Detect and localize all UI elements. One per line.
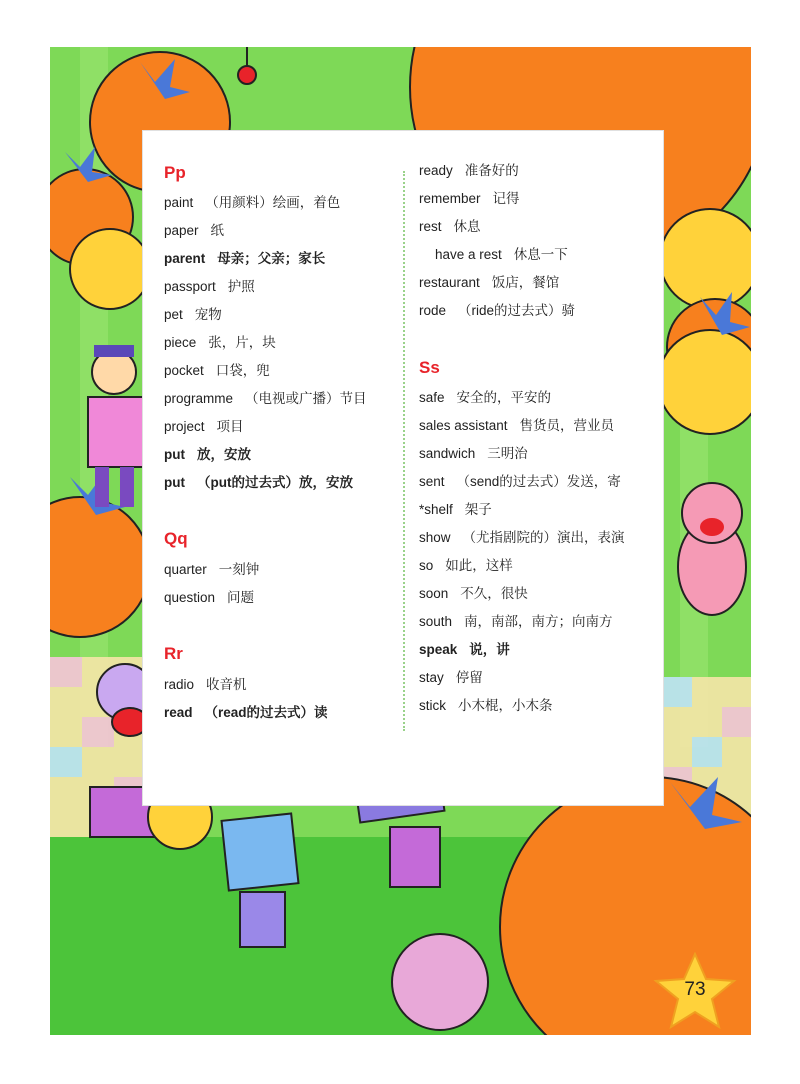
entry-word: parent	[164, 251, 206, 266]
vocab-entry	[419, 445, 528, 463]
entry-meaning: 说，讲	[469, 642, 510, 657]
letter-heading-ss: Ss	[419, 358, 440, 377]
vocab-entry	[419, 669, 483, 687]
entry-word: sales assistant	[419, 418, 508, 433]
vocab-entry	[419, 697, 553, 715]
entry-meaning: 母亲；父亲；家长	[217, 251, 326, 266]
letter-heading-pp: Pp	[164, 163, 186, 182]
entry-word: put	[164, 475, 185, 490]
vocab-entry	[164, 561, 259, 579]
vocabulary-card	[142, 130, 664, 806]
entry-meaning: （用颜料）绘画，着色	[205, 195, 341, 210]
entry-word: stay	[419, 670, 444, 685]
entry-meaning: 安全的，平安的	[456, 390, 552, 405]
entry-meaning: （尤指剧院的）演出，表演	[462, 530, 625, 545]
vocab-entry	[419, 557, 513, 575]
vocab-entry	[419, 501, 492, 519]
entry-meaning: 售货员，营业员	[519, 418, 615, 433]
vocab-entry	[419, 302, 575, 320]
vocab-entry	[164, 676, 247, 694]
entry-meaning: 宠物	[194, 307, 222, 322]
letter-heading-rr: Rr	[164, 644, 183, 663]
entry-word: question	[164, 590, 216, 605]
page-number-star	[653, 952, 737, 1030]
vocab-entry	[419, 162, 519, 180]
vocab-entry	[419, 585, 528, 603]
vocab-entry	[164, 194, 340, 212]
vocab-entry	[164, 589, 254, 607]
entry-word: sent	[419, 474, 445, 489]
entry-word: stick	[419, 698, 446, 713]
vocab-entry	[164, 306, 222, 324]
vocab-entry	[419, 641, 510, 659]
entry-word: quarter	[164, 562, 207, 577]
entry-meaning: 小木棍，小木条	[458, 698, 553, 713]
entry-word: rode	[419, 303, 447, 318]
entry-word: paint	[164, 195, 194, 210]
vocab-entry	[164, 474, 353, 492]
entry-meaning: 休息一下	[513, 247, 568, 262]
vocab-entry	[419, 473, 621, 491]
entry-meaning: 如此，这样	[445, 558, 513, 573]
entry-word: so	[419, 558, 434, 573]
entry-meaning: 纸	[210, 223, 225, 238]
entry-word: pet	[164, 307, 183, 322]
vocab-entry	[419, 417, 614, 435]
entry-word: rest	[419, 219, 442, 234]
vocab-entry	[419, 218, 481, 236]
entry-word: read	[164, 705, 193, 720]
entry-meaning: 放，安放	[197, 447, 251, 462]
page-number: 73	[684, 979, 706, 1000]
entry-word: sandwich	[419, 446, 476, 461]
entry-meaning: 休息	[453, 219, 481, 234]
vocab-entry	[419, 274, 559, 292]
entry-meaning: （send的过去式）发送，寄	[456, 474, 621, 489]
entry-word: passport	[164, 279, 216, 294]
entry-meaning: 南，南部，南方；向南方	[464, 614, 613, 629]
entry-word: paper	[164, 223, 199, 238]
entry-meaning: 一刻钟	[218, 562, 260, 577]
entry-word: speak	[419, 642, 458, 657]
entry-word: ready	[419, 163, 453, 178]
entry-meaning: 项目	[216, 419, 244, 434]
entry-meaning: （put的过去式）放，安放	[197, 475, 353, 490]
entry-word: restaurant	[419, 275, 480, 290]
entry-meaning: 记得	[492, 191, 520, 206]
vocab-entry	[164, 418, 244, 436]
vocab-entry	[164, 390, 367, 408]
vocab-entry	[419, 190, 520, 208]
entry-meaning: 不久，很快	[460, 586, 528, 601]
entry-meaning: 收音机	[206, 677, 247, 692]
entry-meaning: （read的过去式）读	[204, 705, 328, 720]
entry-meaning: 三明治	[487, 446, 528, 461]
entry-meaning: 架子	[464, 502, 492, 517]
entry-word: piece	[164, 335, 197, 350]
entry-word: radio	[164, 677, 195, 692]
column-divider	[403, 171, 405, 731]
vocab-entry-phrase	[435, 246, 568, 264]
vocab-entry	[419, 529, 625, 547]
vocab-entry	[164, 446, 251, 464]
vocab-entry	[419, 389, 551, 407]
vocab-entry	[164, 362, 270, 380]
entry-word: soon	[419, 586, 449, 601]
entry-word: safe	[419, 390, 445, 405]
entry-word: remember	[419, 191, 481, 206]
entry-meaning: 准备好的	[464, 163, 519, 178]
entry-meaning: 张，片，块	[208, 335, 276, 350]
entry-word: pocket	[164, 363, 204, 378]
entry-meaning: 问题	[227, 590, 255, 605]
entry-word: have a rest	[435, 247, 502, 262]
entry-meaning: 停留	[455, 670, 483, 685]
entry-word: put	[164, 447, 185, 462]
vocab-entry	[419, 613, 613, 631]
vocab-entry	[164, 250, 325, 268]
entry-word: south	[419, 614, 453, 629]
entry-meaning: 口袋，兜	[215, 363, 270, 378]
entry-word: show	[419, 530, 451, 545]
entry-word: project	[164, 419, 205, 434]
entry-meaning: （ride的过去式）骑	[458, 303, 576, 318]
entry-meaning: 护照	[227, 279, 255, 294]
entry-meaning: （电视或广播）节目	[245, 391, 367, 406]
entry-word: programme	[164, 391, 234, 406]
vocab-entry	[164, 334, 276, 352]
vocab-entry	[164, 704, 328, 722]
vocab-entry	[164, 278, 255, 296]
entry-meaning: 饭店，餐馆	[491, 275, 560, 290]
vocab-entry	[164, 222, 224, 240]
letter-heading-qq: Qq	[164, 529, 188, 548]
entry-word: *shelf	[419, 502, 453, 517]
